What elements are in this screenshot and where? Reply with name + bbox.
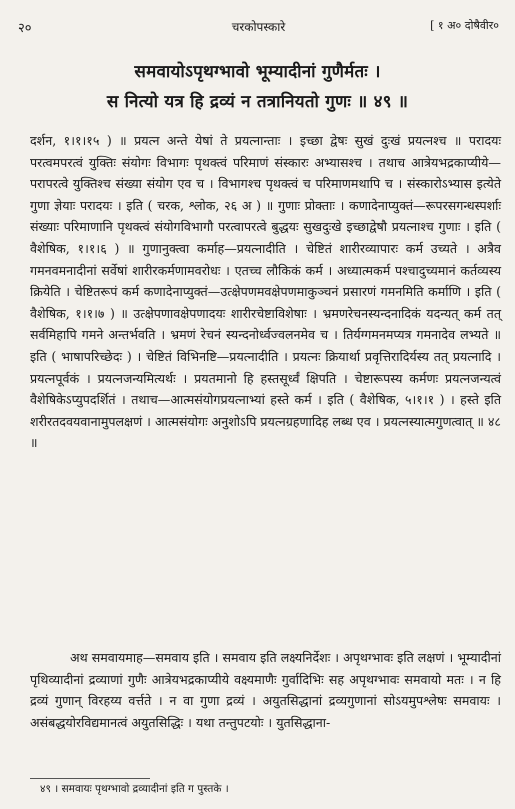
page-header (16, 16, 501, 36)
commentary-paragraph-2: अथ समवायमाह—समवाय इति । समवाय इति लक्ष्यनिर्देशः । अपृथग्भावः इति लक्षणं । भूम्यादीनां पृथिव्यादीनां द्रव्याणां गुणैः आत्रेयभद्रकाप्यीये वक्ष्यमाणैः गुर्वादिभिः सह अपृथग्भावः समवायो मतः । न हि द्रव्यं गुणान् विरहय्य वर्त्तते । न वा गुणा द्रव्यं । अयुतसिद्धानां द्रव्यगुणानां सोऽयमुपश्लेषः समवायः । असंबद्धयोरविद्यमानत्वं अयुतसिद्धिः । यथा तन्तुपटयोः । युतसिद्धाना- (30, 650, 501, 730)
page-number: २० (18, 21, 32, 36)
verse-line-1: समवायोऽपृथग्भावो भूम्यादीनां गुणैर्मतः । (134, 62, 381, 82)
running-title: चरकोपस्कारे (231, 20, 286, 34)
commentary-paragraph: दर्शन, १।१।१५ ) ॥ प्रयत्न अन्ते येषां ते प्रयत्नान्ताः । इच्छा द्वेषः सुखं दुःखं प्रयत्नश्च ॥ परादयः परत्वमपरत्वं युक्तिः संयोगः विभागः पृथक्त्वं परिमाणं संस्कारः अभ्यासश्च । तथाच आत्रेयभद्रकाप्यीये—परापरत्वे युक्तिश्च संख्या संयोग एव च । विभागश्च पृथक्त्वं च परिमाणमथापि च । संस्कारोऽभ्यास इत्येते गुणा ज्ञेयाः परादयः । इति ( चरक, श्लोक, २६ अ ) ॥ गुणाः प्रोक्ताः । कणादेनाप्युक्तं—रूपरसगन्धस्पर्शाः संख्याः परिमाणानि पृथक्त्वं संयोगविभागौ परत्वापरत्वे बुद्धयः सुखदुःखे इच्छाद्वेषौ प्रयत्नाश्च गुणाः । इति ( वैशेषिक, १।१।६ ) ॥ गुणानुक्त्वा कर्माह—प्रयत्नादीति । चेष्टितं शारीरव्यापारः कर्म उच्यते । अत्रैव गमनवमनादीनां सर्वेषां शारीरकर्मणामवरोधः । एतच्च लौकिकं कर्म । अध्यात्मकर्म पश्चादुच्यमानं कर्तव्यस्य क्रियेति । चेष्टितरूपं कर्म कणादेनाप्युक्तं—उत्क्षेपणमवक्षेपणमाकुञ्चनं प्रसारणं गमनमिति कर्माणि । इति ( वैशेषिक, १।१।७ ) ॥ उत्क्षेपणावक्षेपणादयः शारीरचेष्टाविशेषाः । भ्रमणरेचनस्यन्दनादिकं यदन्यत् कर्म तत् सर्वमिहापि गमने अन्तर्भवति । भ्रमणं रेचनं स्यन्दनोर्ध्वज्वलनमेव च । तिर्यग्गमनमप्यत्र गमनादेव लभ्यते ॥ इति ( भाषापरिच्छेदः ) । चेष्टितं विभिनष्टि—प्रयत्नादीति । प्रयत्नः क्रियार्था प्रवृत्तिरादिर्यस्य तत् प्रयत्नादि । प्रयत्नपूर्वकं । प्रयत्नजन्यमित्यर्थः । प्रयतमानो हि हस्तसूर्ध्वं क्षिपति । चेष्टारूपस्य कर्मणः प्रयत्नजन्यत्वं वैशेषिकेऽप्युपदर्शितं । तथाच—आत्मसंयोगप्रयत्नाभ्यां हस्ते कर्म । इति ( वैशेषिक, ५।१।१ ) । हस्ते इति शरीरतदवयवानामुपलक्षणं । आत्मसंयोगः अनुशोऽपि प्रयत्नग्रहणादिह लब्ध एव । प्रयत्नस्यात्मगुणत्वात् ॥ ४८ ॥ (30, 133, 501, 451)
footnote: ४९ । समवायः पृथग्भावो द्रव्यादीनां इति ग पुस्तके । (40, 783, 229, 795)
footnote-divider (30, 778, 150, 779)
commentary-block-2 (30, 647, 501, 733)
commentary-block (30, 130, 501, 454)
verse-line-2: स नित्यो यत्र हि द्रव्यं न तत्रानियतो गुणः ॥ ४९ ॥ (106, 92, 409, 112)
chapter-reference: [ १ अ० दोषैवीर० (430, 19, 499, 32)
